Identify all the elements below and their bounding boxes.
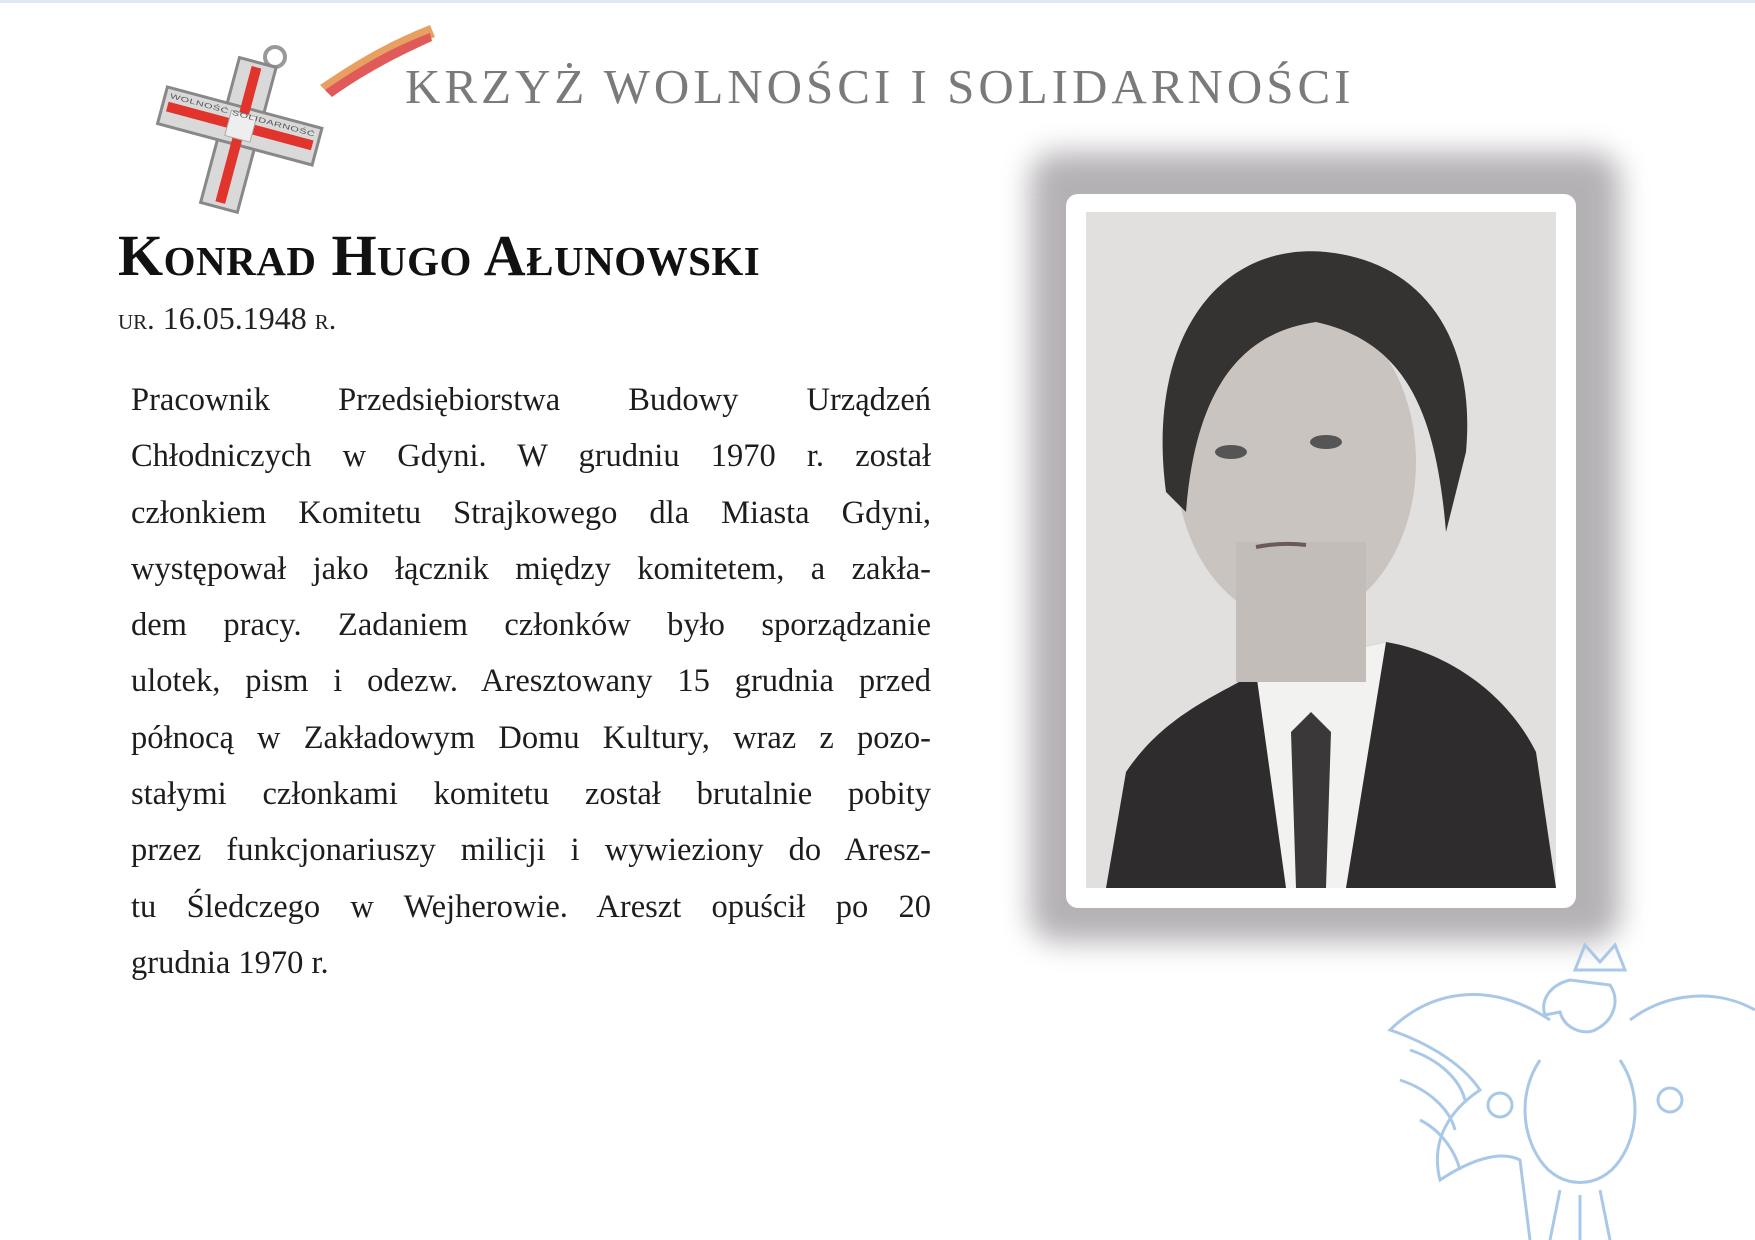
born-date: 16.05.1948 — [162, 300, 307, 336]
bio-line: Pracownik Przedsiębiorstwa Budowy Urządzeń — [131, 382, 931, 418]
bio-line: tu Śledczego w Wejherowie. Areszt opuścił po 20 — [131, 888, 931, 925]
top-border — [0, 0, 1755, 3]
bio-line: grudnia 1970 r. — [131, 944, 329, 981]
bio-line: występował jako łącznik między komitetem, a zakła- — [131, 550, 931, 587]
biography-text — [131, 372, 931, 991]
portrait-photo — [1086, 212, 1556, 888]
portrait-image — [1086, 212, 1556, 888]
page-title: KRZYŻ WOLNOŚCI I SOLIDARNOŚCI — [405, 59, 1355, 114]
medal-inscription: WOLNOŚĆ SOLIDARNOŚĆ — [169, 93, 263, 125]
born-suffix: r. — [314, 303, 337, 336]
bio-line: stałymi członkami komitetu został brutalnie pobity — [131, 776, 931, 813]
bio-line: północą w Zakładowym Domu Kultury, wraz z pozo- — [131, 719, 931, 756]
born-prefix: ur. — [118, 303, 155, 336]
bio-line: Chłodniczych w Gdyni. W grudniu 1970 r. został — [131, 438, 931, 475]
person-name: Konrad Hugo Ałunowski — [118, 223, 761, 288]
bio-line: przez funkcjonariuszy milicji i wywieziony do Aresz- — [131, 832, 931, 869]
bio-line: dem pracy. Zadaniem członków było sporządzanie — [131, 607, 931, 644]
polish-eagle-emblem-icon — [1370, 940, 1755, 1240]
bio-line: ulotek, pism i odezw. Aresztowany 15 grudnia przed — [131, 663, 931, 700]
cross-medal-icon — [150, 15, 490, 225]
birth-date — [118, 300, 336, 337]
bio-line: członkiem Komitetu Strajkowego dla Miasta Gdyni, — [131, 494, 931, 531]
